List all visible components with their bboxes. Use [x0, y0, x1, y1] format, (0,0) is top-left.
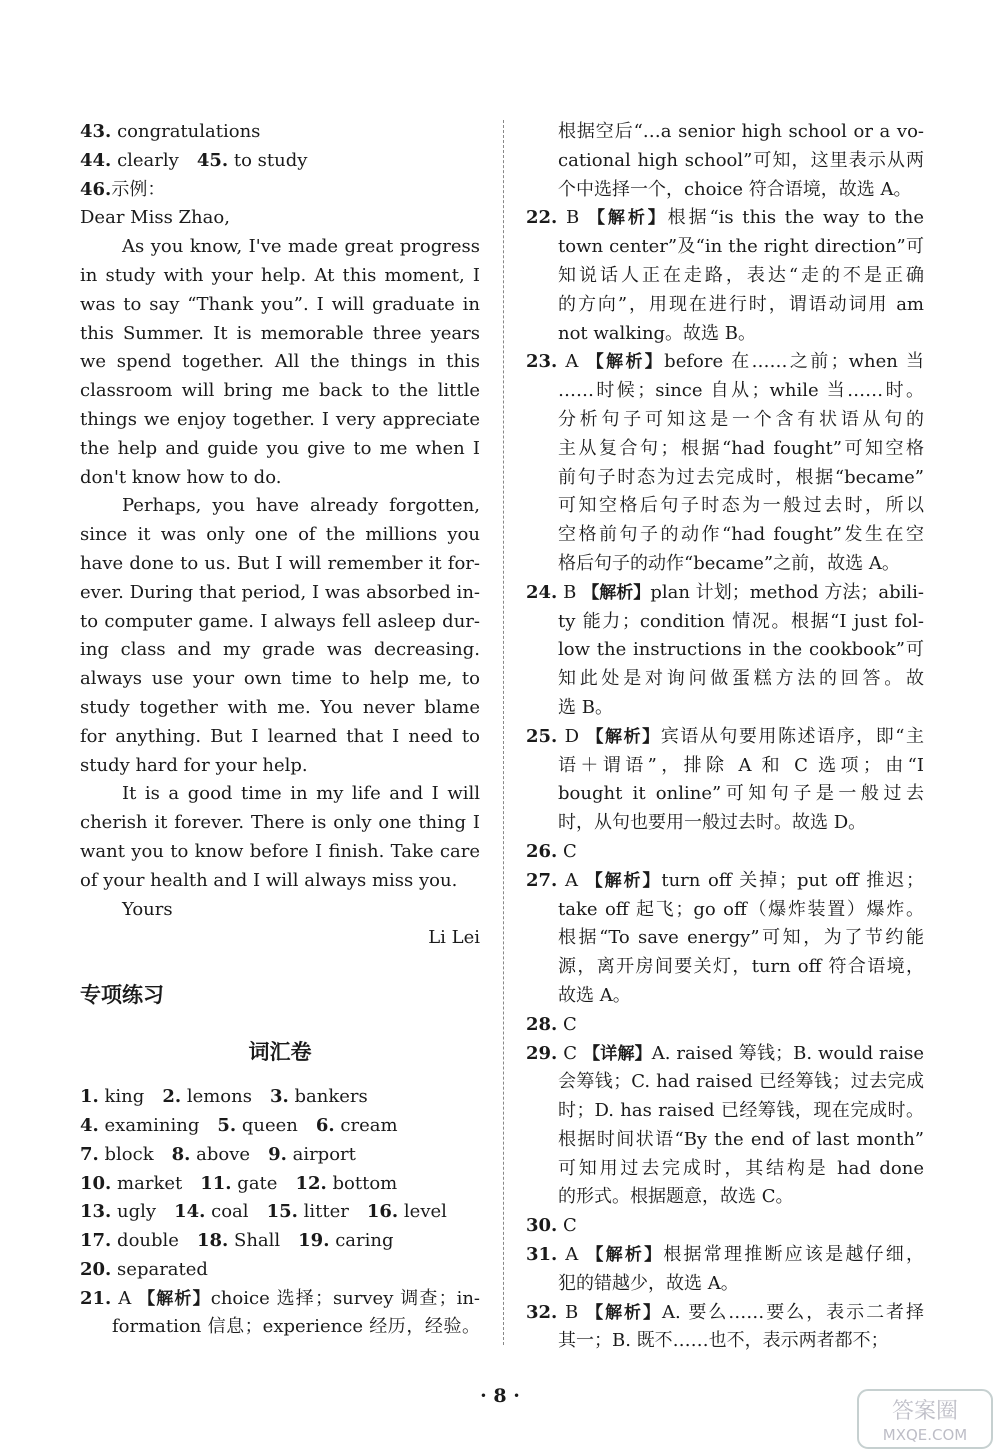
answer-explanation-line: 语＋谓语”，排除 A 和 C 选项；由“I: [558, 754, 924, 776]
answer-explanation-line: 源，离开房间要关灯，turn off 符合语境，: [558, 956, 924, 978]
vocab-number: 18.: [196, 1230, 229, 1252]
vocab-answer: above: [190, 1143, 251, 1165]
letter-paragraph-2: [80, 492, 480, 780]
answer-27: 27. A 【解析】turn off 关掉；put off 推迟；: [526, 869, 924, 891]
vocab-answer: lemons: [181, 1086, 252, 1108]
left-column: [80, 118, 480, 1342]
vocab-answers: [80, 1083, 480, 1285]
vocab-number: 16.: [366, 1201, 399, 1223]
answer-46: 46.示例：: [80, 178, 166, 200]
vocab-number: 11.: [200, 1172, 232, 1194]
vocab-row: [80, 1256, 480, 1285]
answer-explanation-line: low the instructions in the cookbook”可: [558, 639, 924, 661]
vocab-number: 20.: [80, 1258, 112, 1280]
vocab-number: 6.: [315, 1114, 335, 1136]
answer-32: 32. B 【解析】A. 要么……要么，表示二者择: [526, 1301, 924, 1323]
letter-line: for anything. But I learned that I need to: [80, 725, 480, 747]
vocab-row: [80, 1198, 480, 1227]
vocab-number: 9.: [268, 1143, 287, 1165]
letter-line: have done to us. But I will remember it for-: [80, 552, 480, 574]
vocab-row: [80, 1141, 480, 1170]
letter-line: always use your own time to help me, to: [80, 668, 480, 690]
answer-21-cont: 个中选择一个，choice 符合语境，故选 A。: [558, 178, 912, 200]
vocab-number: 5.: [217, 1114, 237, 1136]
letter-line: things we enjoy together. I very appreciate: [80, 408, 480, 430]
letter-paragraph-3: [80, 780, 480, 895]
vocab-number: 10.: [80, 1172, 112, 1194]
answer-explanation-line: 可知用过去完成时，其结构是 had done: [558, 1157, 924, 1179]
letter-line: study hard for your help.: [80, 754, 308, 776]
letter-line: since it was only one of the millions you: [80, 524, 480, 546]
answer-23: 23. A 【解析】before 在……之前；when 当: [526, 351, 924, 373]
answer-29: 29. C 【详解】A. raised 筹钱；B. would raise: [526, 1042, 924, 1064]
answer-explanation-line: 的方向”，用现在进行时，谓语动词用 am: [558, 293, 924, 315]
answer-explanation-line: town center”及“in the right direction”可: [558, 236, 924, 258]
answer-explanation-line: ty 能力；condition 情况。根据“I just fol-: [558, 610, 924, 632]
answer-explanation-line: 时，从句也要用一般过去时。故选 D。: [558, 812, 867, 834]
vocab-row: [80, 1170, 480, 1199]
vocab-answer: level: [398, 1201, 447, 1223]
watermark-url: MXQE.COM: [882, 1426, 968, 1444]
vocab-answer: market: [111, 1172, 183, 1194]
letter-paragraph-1: [80, 233, 480, 492]
vocab-title: 词汇卷: [248, 1040, 312, 1065]
vocab-answer: king: [98, 1086, 145, 1108]
answer-explanation-line: 可知空格后句子时态为一般过去时，所以: [558, 495, 924, 517]
answer-explanation-line: 知说话人正在走路，表达“走的不是正确: [558, 264, 924, 286]
vocab-answer: block: [98, 1143, 154, 1165]
answer-explanation-line: 主从复合句；根据“had fought”可知空格: [558, 437, 924, 459]
answer-43: 43. congratulations: [80, 121, 261, 142]
answer-21-cont: cational high school”可知，这里表示从两: [558, 149, 924, 171]
vocab-number: 7.: [80, 1143, 99, 1165]
vocab-row: [80, 1112, 480, 1141]
letter-line: this Summer. It is memorable three years: [80, 322, 480, 344]
vocab-number: 14.: [174, 1201, 206, 1223]
answer-explanation-line: ……时候；since 自从；while 当……时。: [558, 380, 924, 402]
vocab-answer: bottom: [326, 1172, 398, 1194]
vocab-number: 3.: [269, 1086, 289, 1108]
vocab-number: 17.: [80, 1230, 112, 1252]
letter-line: of your health and I will always miss you.: [80, 869, 458, 891]
answer-explanation-line: 前句子时态为过去完成时，根据“became”: [558, 466, 924, 488]
letter-line: in study with your help. At this moment, I: [80, 264, 480, 286]
column-divider: [503, 120, 504, 1345]
answer-explanation-line: 故选 A。: [558, 984, 631, 1006]
vocab-number: 4.: [80, 1114, 99, 1136]
answer-26: 26. C: [526, 840, 577, 862]
vocab-answer: bankers: [288, 1086, 368, 1108]
letter-line: to computer game. I always fell asleep dur-: [80, 610, 480, 632]
vocab-number: 1.: [80, 1086, 99, 1108]
answer-explanation-line: 根据“To save energy”可知，为了节约能: [558, 927, 924, 949]
answer-explanation-line: 分析句子可知这是一个含有状语从句的: [558, 408, 924, 430]
letter-line: cherish it forever. There is only one thing I: [80, 812, 480, 834]
watermark-text: 答案圈: [891, 1399, 959, 1424]
answer-explanation-line: 其一；B. 既不……也不，表示两者都不；: [558, 1330, 889, 1352]
answer-explanation-line: 时；D. has raised 已经筹钱，现在完成时。: [558, 1100, 924, 1122]
answer-explanation-line: 空格前句子的动作“had fought”发生在空: [558, 524, 924, 546]
vocab-number: 19.: [298, 1230, 330, 1252]
answer-explanation-line: 的形式。根据题意，故选 C。: [558, 1186, 794, 1208]
vocab-answer: examining: [98, 1114, 200, 1136]
vocab-answer: cream: [334, 1114, 398, 1136]
answer-explanation-line: take off 起飞；go off（爆炸装置）爆炸。: [558, 898, 924, 920]
vocab-number: 2.: [162, 1086, 182, 1108]
vocab-number: 8.: [171, 1143, 191, 1165]
letter-line: was to say “Thank you”. I will graduate in: [80, 293, 480, 315]
vocab-answer: queen: [236, 1114, 298, 1136]
vocab-answer: double: [111, 1230, 179, 1252]
letter-line: study together with me. You never blame: [80, 696, 480, 718]
answer-explanation-line: 犯的错越少，故选 A。: [558, 1272, 739, 1294]
letter-line: It is a good time in my life and I will: [122, 783, 480, 805]
letter-line: classroom will bring me back to the little: [80, 380, 480, 402]
answer-25: 25. D 【解析】宾语从句要用陈述语序，即“主: [526, 725, 924, 747]
vocab-answer: airport: [286, 1143, 356, 1165]
vocab-answer: gate: [231, 1172, 278, 1194]
answer-24: 24. B 【解析】plan 计划；method 方法；abili-: [526, 581, 924, 603]
answer-21-cont: formation 信息；experience 经历，经验。: [112, 1316, 480, 1338]
vocab-number: 12.: [295, 1172, 327, 1194]
answer-explanation-line: 选 B。: [558, 696, 613, 718]
vocab-row: [80, 1083, 480, 1112]
letter-signature: Li Lei: [428, 927, 480, 949]
letter-closing: Yours: [122, 898, 173, 920]
letter-line: don't know how to do.: [80, 466, 282, 488]
right-column: [526, 118, 924, 1356]
page-number: · 8 ·: [480, 1385, 520, 1407]
letter-line: the help and guide you give to me when I: [80, 437, 480, 459]
letter-line: ing class and my grade was decreasing.: [80, 639, 480, 661]
answer-explanation-line: 会筹钱；C. had raised 已经筹钱；过去完成: [558, 1071, 924, 1093]
answer-explanation-line: not walking。故选 B。: [558, 322, 757, 344]
vocab-answer: ugly: [111, 1201, 157, 1223]
letter-line: As you know, I've made great progress: [122, 236, 480, 258]
letter-line: we spend together. All the things in this: [80, 351, 480, 373]
answer-explanation-line: 根据时间状语“By the end of last month”: [558, 1128, 924, 1150]
answer-28: 28. C: [526, 1013, 577, 1035]
vocab-number: 15.: [266, 1201, 298, 1223]
vocab-number: 13.: [80, 1201, 112, 1223]
letter-line: ever. During that period, I was absorbed in-: [80, 581, 480, 603]
vocab-answer: caring: [329, 1230, 394, 1252]
answer-22: 22. B 【解析】根据“is this the way to the: [526, 207, 924, 229]
vocab-answer: coal: [205, 1201, 249, 1223]
letter-line: Perhaps, you have already forgotten,: [122, 495, 480, 517]
vocab-answer: litter: [297, 1201, 349, 1223]
answer-31: 31. A 【解析】根据常理推断应该是越仔细，: [526, 1244, 924, 1266]
section-heading: 专项练习: [80, 983, 164, 1008]
answer-44-45: 44. clearly 45. to study: [80, 149, 308, 171]
vocab-answer: Shall: [228, 1230, 281, 1252]
answer-explanation-line: bought it online”可知句子是一般过去: [558, 783, 924, 805]
letter-salutation: Dear Miss Zhao,: [80, 207, 230, 229]
vocab-answer: separated: [111, 1258, 208, 1280]
answer-explanation-line: 格后句子的动作“became”之前，故选 A。: [558, 552, 900, 574]
letter-line: want you to know before I finish. Take care: [80, 840, 480, 862]
answer-21: 21. A 【解析】choice 选择；survey 调查；in-: [80, 1287, 480, 1309]
answer-30: 30. C: [526, 1215, 577, 1237]
answer-explanation-line: 知此处是对询问做蛋糕方法的回答。故: [558, 668, 924, 690]
answer-21-cont: 根据空后“…a senior high school or a vo-: [558, 121, 924, 142]
watermark-logo: [856, 1388, 994, 1450]
vocab-row: [80, 1227, 480, 1256]
